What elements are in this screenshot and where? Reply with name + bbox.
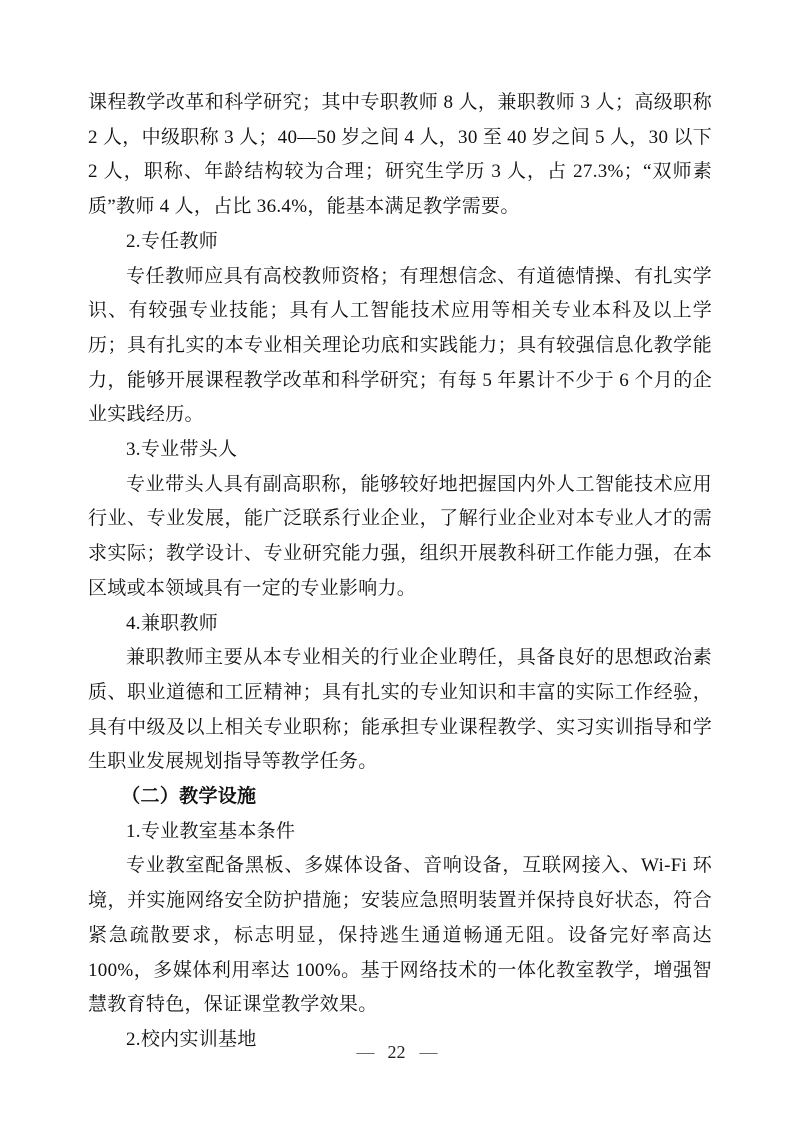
- page-footer: [0, 1042, 793, 1063]
- subheading-1-classroom-conditions: 1.专业教室基本条件: [126, 820, 296, 842]
- document-content: [88, 86, 712, 1058]
- section-heading-teaching-facilities: （二）教学设施: [121, 786, 257, 808]
- page-number: 22: [387, 1042, 406, 1062]
- paragraph-continuation: 课程教学改革和科学研究；其中专职教师 8 人，兼职教师 3 人；高级职称 2 人，中级职称 3 人；40—50 岁之间 4 人，30 至 40 岁之间 5 人，30 以下 2 人，职称、年龄结构较为合理；研究生学历 3 人，占 27.3%；“双师素质”教师 4 人，占比 36.4%，能基本满足教学需要。: [88, 92, 712, 218]
- footer-left-dash: —: [356, 1042, 374, 1062]
- footer-right-dash: —: [419, 1042, 437, 1062]
- subheading-3-program-leader: 3.专业带头人: [126, 439, 238, 461]
- paragraph-program-leader: 专业带头人具有副高职称，能够较好地把握国内外人工智能技术应用行业、专业发展，能广泛联系行业企业，了解行业企业对本专业人才的需求实际；教学设计、专业研究能力强，组织开展教科研工作能力强，在本区域或本领域具有一定的专业影响力。: [88, 473, 712, 599]
- subheading-2-on-campus-training-base: 2.校内实训基地: [126, 1028, 257, 1050]
- subheading-4-part-time-teachers: 4.兼职教师: [126, 612, 219, 634]
- paragraph-full-time-teachers: 专任教师应具有高校教师资格；有理想信念、有道德情操、有扎实学识、有较强专业技能；具有人工智能技术应用等相关专业本科及以上学历；具有扎实的本专业相关理论功底和实践能力；具有较强信息化教学能力，能够开展课程教学改革和科学研究；有每 5 年累计不少于 6 个月的企业实践经历。: [88, 265, 712, 426]
- subheading-2-full-time-teachers: 2.专任教师: [126, 230, 219, 252]
- paragraph-part-time-teachers: 兼职教师主要从本专业相关的行业企业聘任，具备良好的思想政治素质、职业道德和工匠精神；具有扎实的专业知识和丰富的实际工作经验，具有中级及以上相关专业职称；能承担专业课程教学、实习实训指导和学生职业发展规划指导等教学任务。: [88, 647, 712, 773]
- paragraph-classroom-conditions: 专业教室配备黑板、多媒体设备、音响设备，互联网接入、Wi-Fi 环境，并实施网络安全防护措施；安装应急照明装置并保持良好状态，符合紧急疏散要求，标志明显，保持逃生通道畅通无阻。设备完好率高达 100%，多媒体利用率达 100%。基于网络技术的一体化教室教学，增强智慧教育特色，保证课堂教学效果。: [88, 855, 712, 1016]
